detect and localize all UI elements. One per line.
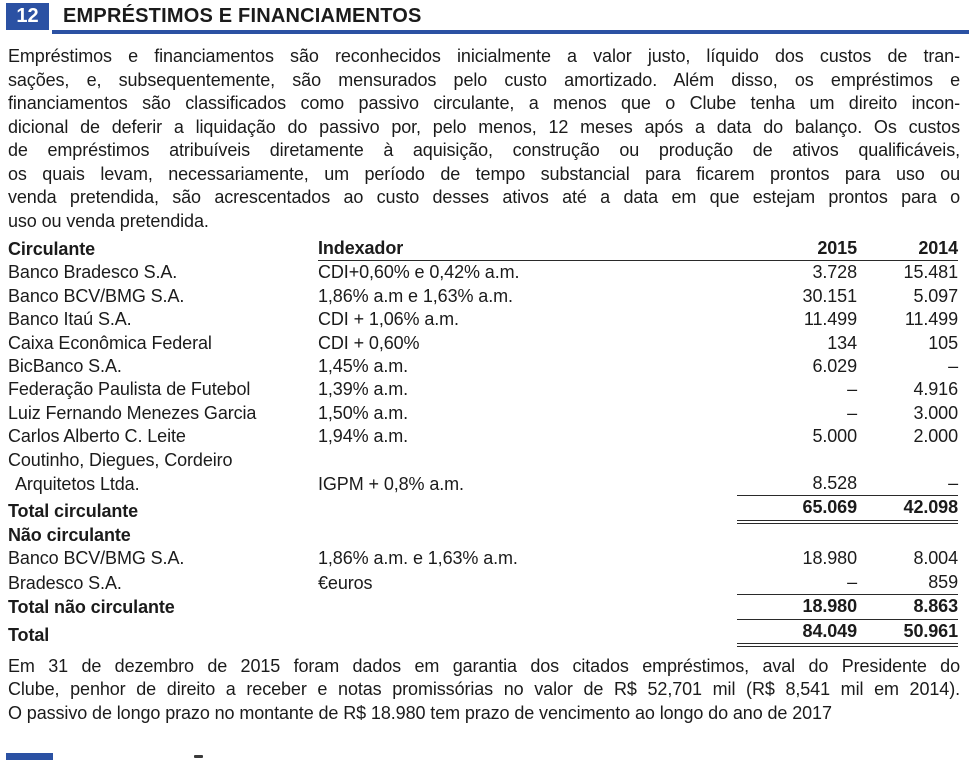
footer-line: Em 31 de dezembro de 2015 foram dados em garantia dos citados empréstimos, aval do Presidente do [8,655,960,676]
section-number-badge: 12 [6,3,49,30]
indexer: 1,39% a.m. [318,379,409,400]
indexer: €euros [318,572,373,593]
loans-table [8,237,958,647]
value-2015: 11.499 [803,309,857,330]
value-2015: 18.980 [737,595,857,619]
value-2015: 18.980 [802,548,857,569]
value-2014: 5.097 [913,285,958,306]
value-2014: – [948,356,958,377]
entity-name: Federação Paulista de Futebol [8,379,251,400]
table-row [8,595,958,619]
indexer: 1,86% a.m e 1,63% a.m. [318,285,513,306]
value-2015: – [847,402,857,423]
value-2015: 3.728 [812,262,857,283]
entity-name: Banco Itaú S.A. [8,309,132,330]
table-row [8,425,958,448]
value-2014: 4.916 [913,379,958,400]
entity-name: Coutinho, Diegues, Cordeiro [8,449,233,470]
value-2014: 42.098 [857,496,958,523]
value-2014: 11.499 [904,309,958,330]
indexer: CDI+0,60% e 0,42% a.m. [318,262,520,283]
table-row [8,449,958,472]
value-2015: 84.049 [737,620,857,647]
intro-line: os quais levam, necessariamente, um período de tempo substancial para ficarem prontos para uso ou [8,163,960,184]
table-row [8,378,958,401]
value-2014: 859 [857,571,958,595]
table-row [8,332,958,355]
entity-name: Bradesco S.A. [8,572,122,593]
table-row [8,496,958,523]
value-2015: 8.528 [737,472,857,496]
table-row [8,524,958,547]
indexer: 1,45% a.m. [318,356,409,377]
entity-name: Total circulante [8,501,139,522]
table-row [8,402,958,425]
intro-line: Empréstimos e financiamentos são reconhecidos inicialmente a valor justo, líquido dos custos de tran- [8,46,960,66]
value-2015: 30.151 [802,285,857,306]
value-2014: – [857,472,958,496]
value-2015: – [737,571,857,595]
column-header-circulante: Circulante [8,239,96,259]
value-2014: 2.000 [913,426,958,447]
table-row [8,261,958,284]
intro-line: financiamentos são classificados como passivo circulante, a menos que o Clube tenha um direito incon- [8,93,960,113]
table-row [8,308,958,331]
next-section-title-fragment [194,755,203,758]
entity-name: Caixa Econômica Federal [8,332,212,353]
entity-name: Total não circulante [8,597,175,618]
column-header-2014: 2014 [857,237,958,261]
value-2015: 134 [827,332,857,353]
column-header-indexador: Indexador [318,237,737,261]
value-2014: 8.004 [913,548,958,569]
entity-name: Luiz Fernando Menezes Garcia [8,402,257,423]
table-header-row [8,237,958,261]
value-2014: 105 [928,332,958,353]
section-header [0,3,969,30]
indexer: 1,94% a.m. [318,426,409,447]
table-row [8,285,958,308]
indexer: 1,50% a.m. [318,402,409,423]
value-2014: 15.481 [903,262,958,283]
table-row [8,620,958,647]
value-2014: 50.961 [857,620,958,647]
entity-name: Carlos Alberto C. Leite [8,426,186,447]
indexer: CDI + 1,06% a.m. [318,309,459,330]
entity-name: Banco BCV/BMG S.A. [8,548,185,569]
entity-name: Banco BCV/BMG S.A. [8,285,185,306]
intro-line: de empréstimos atribuíveis diretamente à aquisição, construção ou produção de ativos qualificáveis, [8,140,960,160]
footer-paragraph [8,655,960,726]
column-header-2015: 2015 [737,237,857,261]
entity-name: Total [8,624,50,645]
intro-line: venda pretendida, são acrescentados ao custo desses ativos até a data em que estejam prontos para o [8,187,960,207]
footer-line: O passivo de longo prazo no montante de R$ 18.980 tem prazo de vencimento ao longo do ano de 2017 [8,702,832,723]
intro-paragraph [8,45,960,233]
section-header-rule [52,30,969,34]
value-2015: 5.000 [812,426,857,447]
value-2015: – [847,379,857,400]
value-2015: 65.069 [737,496,857,523]
footer-line: Clube, penhor de direito a receber e notas promissórias no valor de R$ 52,701 mil (R$ 8,541 mil em 2014). [8,679,960,700]
value-2015: 6.029 [812,356,857,377]
intro-line: dicional de deferir a liquidação do passivo por, pelo menos, 12 meses após a data do balanço. Os custos [8,116,960,137]
value-2014: 8.863 [857,595,958,619]
table-row [8,571,958,595]
table-row [8,355,958,378]
indexer: CDI + 0,60% [318,332,420,353]
entity-name: BicBanco S.A. [8,356,122,377]
entity-name: Banco Bradesco S.A. [8,262,178,283]
table-row [8,547,958,570]
entity-name: Arquitetos Ltda. [15,474,140,495]
indexer: 1,86% a.m. e 1,63% a.m. [318,548,518,569]
indexer: IGPM + 0,8% a.m. [318,474,464,495]
intro-line: sações, e, subsequentemente, são mensurados pelo custo amortizado. Além disso, os empréstimos e [8,69,960,90]
intro-line: uso ou venda pretendida. [8,210,209,231]
entity-name: Não circulante [8,524,131,545]
value-2014: 3.000 [913,402,958,423]
section-title: EMPRÉSTIMOS E FINANCIAMENTOS [63,5,422,27]
table-row [8,472,958,496]
